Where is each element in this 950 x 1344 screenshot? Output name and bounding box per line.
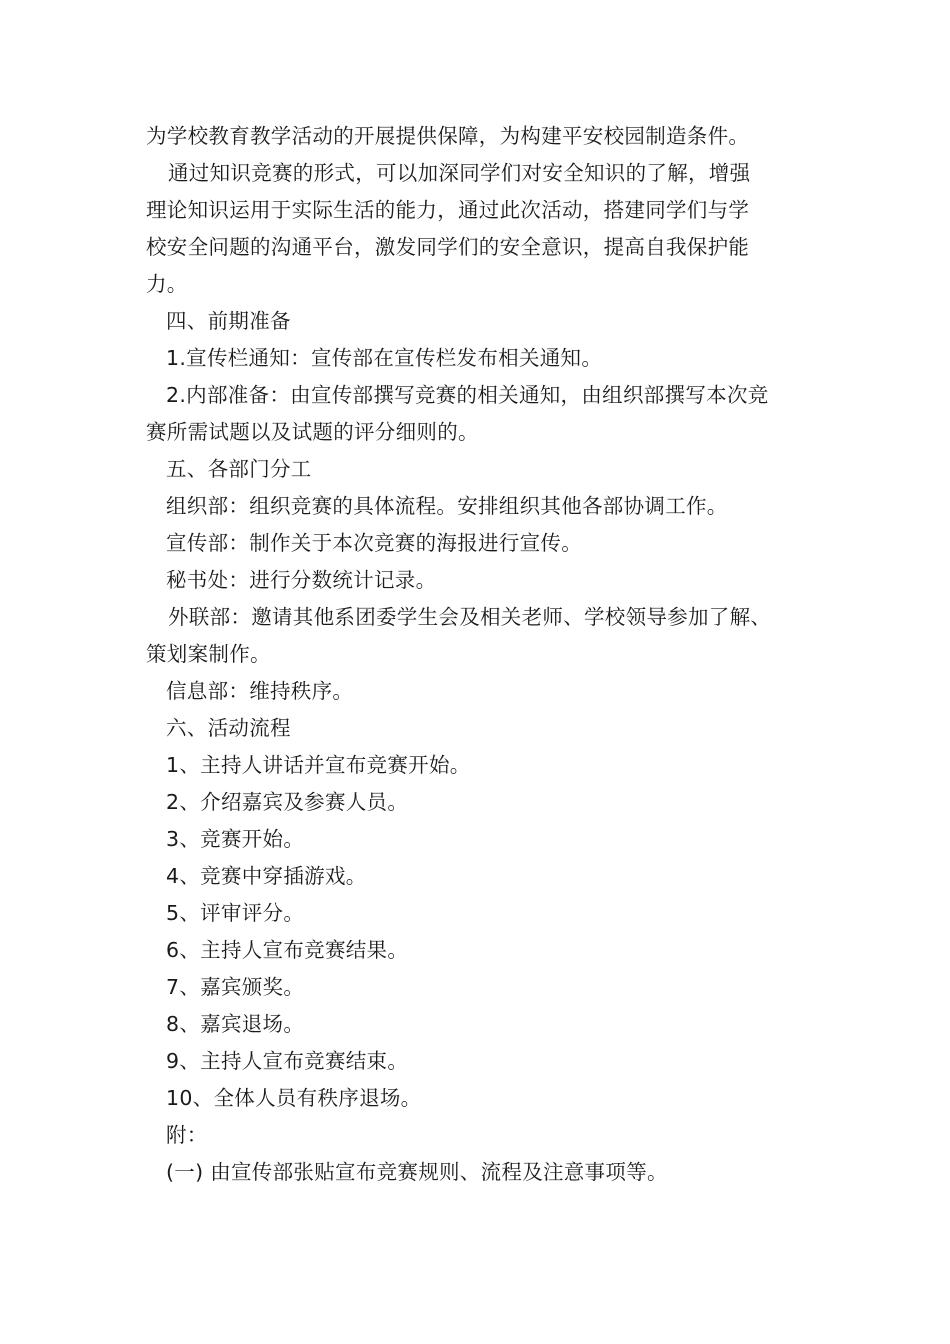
section-heading: 六、活动流程 <box>166 716 291 740</box>
list-item: 1、主持人讲话并宣布竞赛开始。 <box>166 753 471 777</box>
paragraph-line: 力。 <box>146 272 188 296</box>
list-item: 7、嘉宾颁奖。 <box>166 975 305 999</box>
paragraph-line: 赛所需试题以及试题的评分细则的。 <box>146 420 479 444</box>
list-item: 2、介绍嘉宾及参赛人员。 <box>166 790 409 814</box>
paragraph-line: 2.内部准备：由宣传部撰写竞赛的相关通知，由组织部撰写本次竞 <box>166 383 769 407</box>
document-body <box>146 118 826 1191</box>
list-item: 5、评审评分。 <box>166 901 305 925</box>
paragraph-line: 秘书处：进行分数统计记录。 <box>166 568 437 592</box>
list-item: 6、主持人宣布竞赛结果。 <box>166 938 409 962</box>
list-item: 9、主持人宣布竞赛结束。 <box>166 1049 409 1073</box>
list-item: 10、全体人员有秩序退场。 <box>166 1086 422 1110</box>
paragraph-line: 校安全问题的沟通平台，激发同学们的安全意识，提高自我保护能 <box>146 235 750 259</box>
list-item: 4、竞赛中穿插游戏。 <box>166 864 367 888</box>
list-item: 3、竞赛开始。 <box>166 827 305 851</box>
paragraph-line: 1.宣传栏通知：宣传部在宣传栏发布相关通知。 <box>166 346 603 370</box>
section-heading: 五、各部门分工 <box>166 457 312 481</box>
paragraph-line: 理论知识运用于实际生活的能力，通过此次活动，搭建同学们与学 <box>146 198 750 222</box>
paragraph-line: 策划案制作。 <box>146 642 271 666</box>
paragraph-line: 通过知识竞赛的形式，可以加深同学们对安全知识的了解，增强 <box>168 161 751 185</box>
paragraph-line: 信息部：维持秩序。 <box>166 679 354 703</box>
paragraph-line: 宣传部：制作关于本次竞赛的海报进行宣传。 <box>166 531 582 555</box>
section-heading: 四、前期准备 <box>166 309 291 333</box>
appendix-heading: 附： <box>166 1123 208 1147</box>
paragraph-line: 组织部：组织竞赛的具体流程。安排组织其他各部协调工作。 <box>166 494 728 518</box>
list-item: 8、嘉宾退场。 <box>166 1012 305 1036</box>
paragraph-line: 为学校教育教学活动的开展提供保障，为构建平安校园制造条件。 <box>146 124 750 148</box>
paragraph-line: 外联部：邀请其他系团委学生会及相关老师、学校领导参加了解、 <box>168 605 772 629</box>
paragraph-line: (一) 由宣传部张贴宣布竞赛规则、流程及注意事项等。 <box>166 1160 668 1184</box>
